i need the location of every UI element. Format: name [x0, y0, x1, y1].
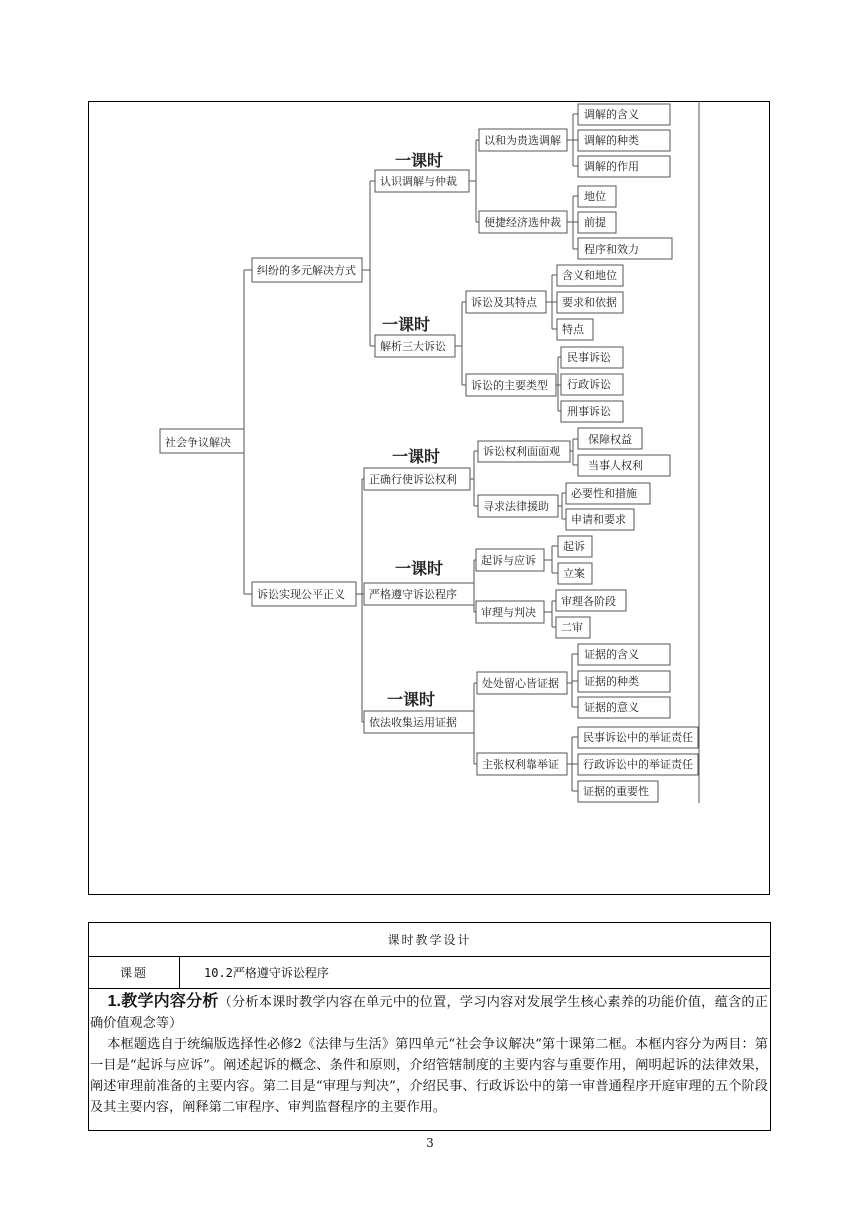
mm-leaf-1-1-1: 调解的含义 [584, 108, 639, 121]
design-title: 课时教学设计 [89, 923, 770, 957]
mm-sub-3-2: 寻求法律援助 [483, 500, 549, 513]
mm-leaf-3-1-2: 当事人权利 [588, 459, 643, 472]
topic-row [89, 957, 770, 989]
mm-leaf-4-2-2: 二审 [561, 621, 583, 634]
mm-leaf-5-1-2: 证据的种类 [584, 675, 639, 688]
mm-sub-1-1: 以和为贵选调解 [484, 134, 561, 147]
mm-sub-3-1: 诉讼权利面面观 [483, 445, 560, 458]
mm-branch1: 纠纷的多元解决方式 [257, 264, 356, 277]
lesson-design-table [88, 922, 771, 1131]
mm-leaf-4-1-2: 立案 [563, 567, 585, 580]
mm-sub-4-1: 起诉与应诉 [481, 554, 536, 567]
page-number: 3 [426, 1136, 434, 1150]
mm-period-2: 一课时 [382, 315, 431, 334]
mm-topic-1: 认识调解与仲裁 [380, 175, 457, 188]
mm-topic-3: 正确行使诉讼权利 [369, 473, 457, 486]
topic-label: 课题 [89, 957, 180, 988]
mm-leaf-2-1-1: 含义和地位 [562, 269, 617, 282]
mm-leaf-2-2-3: 刑事诉讼 [567, 405, 611, 418]
mm-topic-4: 严格遵守诉讼程序 [369, 588, 457, 601]
mm-period-1: 一课时 [395, 151, 444, 170]
mm-sub-2-2: 诉讼的主要类型 [471, 379, 548, 392]
mm-root: 社会争议解决 [165, 436, 231, 449]
section-note: （分析本课时教学内容在单元中的位置，学习内容对发展学生核心素养的功能价值，蕴含的正确价值观念等） [90, 995, 768, 1031]
mm-leaf-2-1-3: 特点 [562, 323, 584, 336]
mm-leaf-2-2-1: 民事诉讼 [567, 351, 611, 364]
mm-period-5: 一课时 [387, 690, 436, 709]
mm-leaf-5-2-2: 行政诉讼中的举证责任 [583, 758, 693, 771]
mm-leaf-1-2-3: 程序和效力 [584, 243, 639, 256]
mm-topic-2: 解析三大诉讼 [380, 340, 446, 353]
mm-leaf-3-2-2: 申请和要求 [571, 513, 626, 526]
mm-leaf-5-1-3: 证据的意义 [584, 701, 639, 714]
mm-sub-5-1: 处处留心皆证据 [482, 677, 559, 690]
mm-leaf-2-2-2: 行政诉讼 [567, 378, 611, 391]
content-analysis [90, 991, 768, 1118]
analysis-paragraph-line [90, 1034, 768, 1118]
mm-sub-2-1: 诉讼及其特点 [471, 296, 537, 309]
mm-period-3: 一课时 [392, 447, 441, 466]
mm-topic-5: 依法收集运用证据 [369, 716, 457, 729]
mm-branch2: 诉讼实现公平正义 [257, 588, 345, 601]
analysis-paragraph: 本框题选自于统编版选择性必修2《法律与生活》第四单元“社会争议解决”第十课第二框。本框内容分为两目：第一目是“起诉与应诉”。阐述起诉的概念、条件和原则，介绍管辖制度的主要内容与重要作用，阐明起诉的法律效果，阐述审理前准备的主要内容。第二目是“审理与判决”，介绍民事、行政诉讼中的第一审普通程序开庭审理的五个阶段及其主要内容，阐释第二审程序、审判监督程序的主要作用。 [90, 1037, 768, 1115]
mm-leaf-2-1-2: 要求和依据 [562, 296, 617, 309]
mm-leaf-5-1-1: 证据的含义 [584, 648, 639, 661]
mm-period-4: 一课时 [395, 559, 444, 578]
mm-leaf-1-2-1: 地位 [584, 190, 606, 203]
mm-leaf-1-2-2: 前提 [584, 216, 606, 229]
mm-sub-4-2: 审理与判决 [481, 606, 536, 619]
topic-value: 10.2严格遵守诉讼程序 [204, 966, 329, 980]
mm-leaf-4-2-1: 审理各阶段 [561, 595, 616, 608]
mm-leaf-5-2-1: 民事诉讼中的举证责任 [583, 731, 693, 744]
mm-leaf-3-1-1: 保障权益 [588, 433, 632, 446]
mm-leaf-1-1-3: 调解的作用 [584, 160, 639, 173]
mm-leaf-1-1-2: 调解的种类 [584, 134, 639, 147]
section-line [90, 991, 768, 1034]
mm-leaf-4-1-1: 起诉 [563, 540, 585, 553]
mm-sub-5-2: 主张权利靠举证 [482, 758, 559, 771]
mm-sub-1-2: 便捷经济选仲裁 [484, 216, 561, 229]
mm-leaf-5-2-3: 证据的重要性 [583, 785, 649, 798]
section-heading: 1.教学内容分析 [107, 993, 219, 1010]
mm-leaf-3-2-1: 必要性和措施 [571, 487, 637, 500]
